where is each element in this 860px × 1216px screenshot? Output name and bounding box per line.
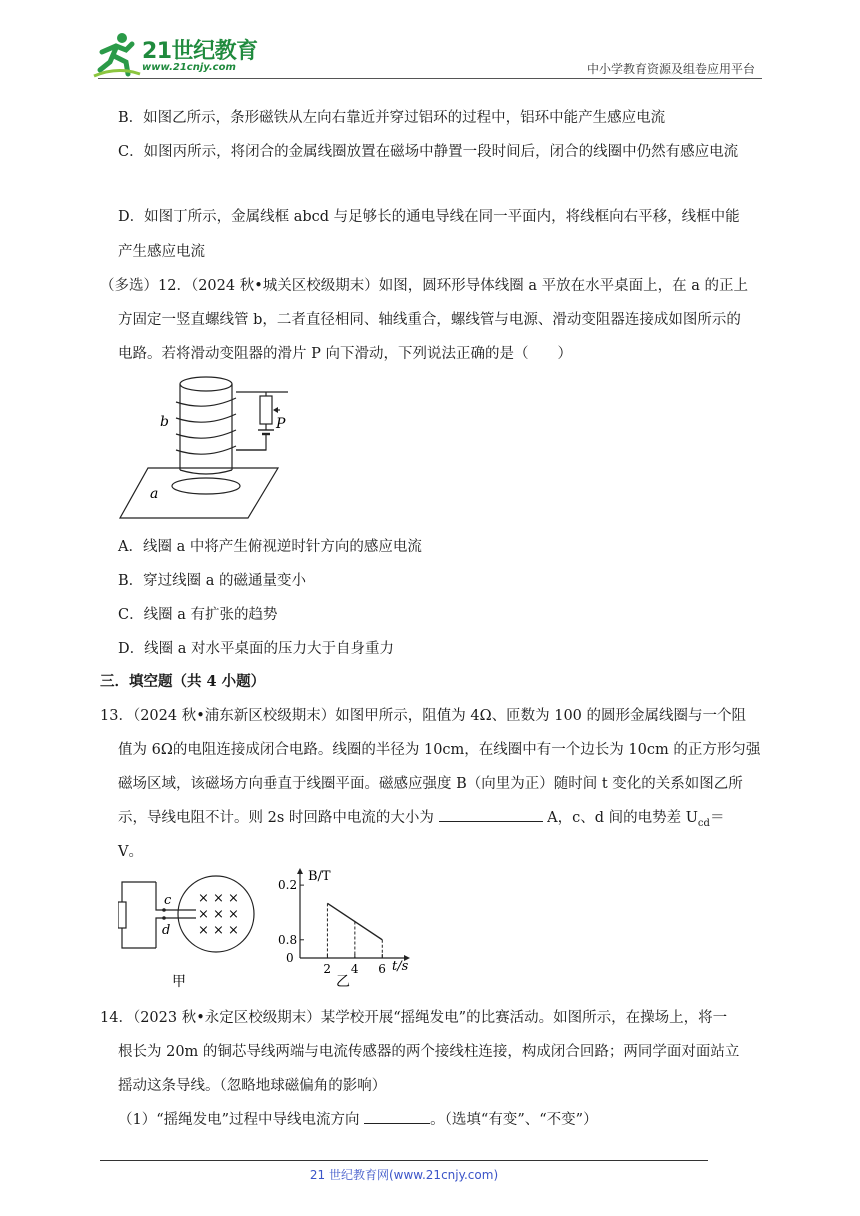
field-marks-row2: × × × <box>198 907 239 922</box>
logo-url: www.21cnjy.com <box>142 62 236 73</box>
y-tick-label: 0.2 <box>278 878 298 893</box>
q14-stem-line2: 根长为 20m 的铜芯导线两端与电流传感器的两个接线柱连接，构成闭合回路；两同学面对面站立 <box>118 1044 740 1060</box>
q14-answer-blank-1[interactable] <box>364 1109 430 1125</box>
x-tick-label: 6 <box>378 962 386 976</box>
q14-stem-line1: 14．（2023 秋•永定区校级期末）某学校开展“摇绳发电”的比赛活动。如图所示，在操场上，将一 <box>100 1010 728 1026</box>
q13-stem-line5: V。 <box>118 844 143 860</box>
q11-option-d-line2: 产生感应电流 <box>118 244 205 260</box>
q13-equals: ＝ <box>709 810 725 826</box>
q12-option-d: D．线圈 a 对水平桌面的压力大于自身重力 <box>118 641 394 657</box>
origin-label: 0 <box>286 951 294 965</box>
platform-name: 中小学教育资源及组卷应用平台 <box>586 62 755 76</box>
site-logo <box>92 30 262 78</box>
q12-solenoid-figure <box>118 372 288 522</box>
q14-sub1-part2: 。（选填“有变”、“不变”） <box>430 1112 598 1128</box>
runner-logo-icon <box>92 30 142 78</box>
q13-stem-line3: 磁场区域，该磁场方向垂直于线圈平面。磁感应强度 B（向里为正）随时间 t 变化的关系如图乙所 <box>118 776 743 792</box>
q11-option-c: C．如图丙所示，将闭合的金属线圈放置在磁场中静置一段时间后，闭合的线圈中仍然有感应电流 <box>118 144 739 160</box>
q13-stem-line1: 13．（2024 秋•浦东新区校级期末）如图甲所示，阻值为 4Ω、匝数为 100 的圆形金属线圈与一个阻 <box>100 708 747 724</box>
q11-option-d-line1: D．如图丁所示，金属线框 abcd 与足够长的通电导线在同一平面内，将线框向右平移，线框中能 <box>118 209 740 225</box>
q14-sub1 <box>118 1108 598 1129</box>
x-tick-label: 4 <box>350 962 359 976</box>
q14-sub1-part1: （1）“摇绳发电”过程中导线电流方向 <box>118 1112 360 1128</box>
q13-circuit-figure <box>118 872 258 992</box>
q12-stem-line2: 方固定一竖直螺线管 b，二者直径相同、轴线重合，螺线管与电源、滑动变阻器连接成如图所示的 <box>118 312 741 328</box>
q12-stem-line3: 电路。若将滑动变阻器的滑片 P 向下滑动，下列说法正确的是（ ） <box>118 346 572 362</box>
q13-ucd-subscript: cd <box>697 817 710 829</box>
q13-line4-part2: A，c、d 间的电势差 U <box>547 810 698 826</box>
q11-option-b: B．如图乙所示，条形磁铁从左向右靠近并穿过铝环的过程中，铝环中能产生感应电流 <box>118 110 666 126</box>
caption-yi: 乙 <box>336 974 350 990</box>
q13-stem-line2: 值为 6Ω的电阻连接成闭合电路。线圈的半径为 10cm，在线圈中有一个边长为 10cm 的正方形匀强 <box>118 742 761 758</box>
q12-stem-line1: （多选）12．（2024 秋•城关区校级期末）如图，圆环形导体线圈 a 平放在水平桌面上，在 a 的正上 <box>100 278 748 294</box>
q12-option-a: A．线圈 a 中将产生俯视逆时针方向的感应电流 <box>118 539 422 555</box>
y-tick-label: 0.8 <box>278 932 298 947</box>
q13-stem-line4 <box>118 806 724 829</box>
q14-stem-line3: 摇动这条导线。（忽略地球磁偏角的影响） <box>118 1078 387 1094</box>
logo-text: 21世纪教育 <box>142 39 258 64</box>
field-marks-row3: × × × <box>198 923 239 938</box>
q13-bt-graph <box>278 866 418 994</box>
q13-answer-blank-1[interactable] <box>439 807 543 823</box>
y-axis-label: B/T <box>308 869 331 884</box>
label-d: d <box>162 923 171 938</box>
label-c: c <box>164 893 172 908</box>
q13-line4-part1: 示，导线电阻不计。则 2s 时回路中电流的大小为 <box>118 810 434 826</box>
caption-jia: 甲 <box>172 974 186 990</box>
footer-text: 21 世纪教育网(www.21cnjy.com) <box>309 1168 499 1182</box>
label-b: b <box>160 414 169 430</box>
label-p: P <box>276 416 286 432</box>
y-axis-arrow <box>297 868 303 874</box>
field-marks-row1: × × × <box>198 891 239 906</box>
q12-option-c: C．线圈 a 有扩张的趋势 <box>118 607 278 623</box>
x-tick-label: 2 <box>323 962 332 976</box>
header-divider <box>98 78 762 79</box>
q12-option-b: B．穿过线圈 a 的磁通量变小 <box>118 573 307 589</box>
section-heading: 三．填空题（共 4 小题） <box>100 673 266 690</box>
label-a: a <box>150 486 159 502</box>
x-axis-label: t/s <box>392 959 409 974</box>
footer-divider <box>100 1160 708 1161</box>
